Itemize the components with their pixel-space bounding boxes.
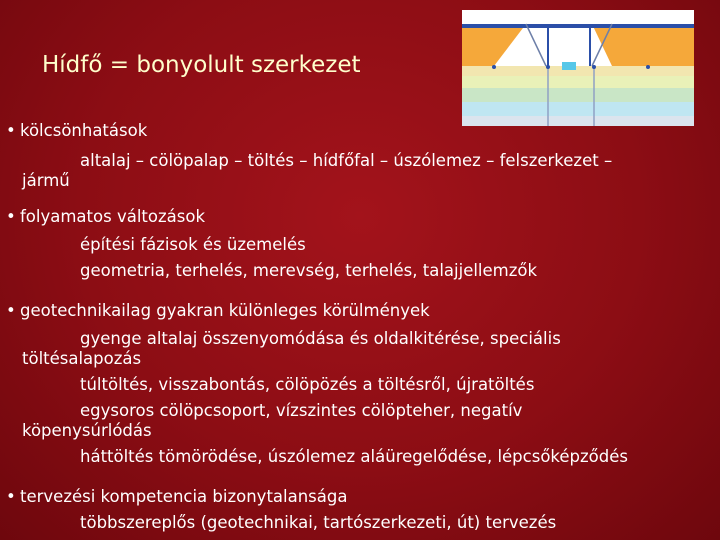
bullet-icon: •: [6, 207, 16, 226]
bullet-detail-line: háttöltés tömörödése, úszólemez aláüregelődése, lépcsőképződés: [80, 447, 628, 466]
marker-point: [492, 65, 496, 69]
bullet-heading: kölcsönhatások: [20, 121, 148, 140]
soil-layer-silt: [462, 76, 694, 88]
bullet-detail-line: túltöltés, visszabontás, cölöpözés a töltésről, újratöltés: [80, 375, 535, 394]
soil-layer-sand: [462, 66, 694, 76]
marker-point: [592, 65, 596, 69]
bullet-icon: •: [6, 487, 16, 506]
marker-point: [646, 65, 650, 69]
bullet-detail-line: egysoros cölöpcsoport, vízszintes cölöpteher, negatív: [80, 401, 523, 420]
bullet-item: [6, 486, 347, 508]
bullet-item: [6, 120, 147, 142]
marker-point: [546, 65, 550, 69]
bullet-heading: geotechnikailag gyakran különleges körülmények: [20, 301, 430, 320]
soil-layer-base: [462, 116, 694, 126]
bridge-abutment-diagram: [462, 10, 694, 126]
bullet-detail-line: köpenysúrlódás: [22, 421, 152, 440]
water-channel: [562, 62, 576, 70]
soil-layer-saturated: [462, 102, 694, 116]
bullet-detail-line: gyenge altalaj összenyomódása és oldalkitérése, speciális: [80, 329, 561, 348]
bullet-detail-line: építési fázisok és üzemelés: [80, 235, 306, 254]
bullet-detail-line: többszereplős (geotechnikai, tartószerkezeti, út) tervezés: [80, 513, 557, 532]
bullet-heading: folyamatos változások: [20, 207, 205, 226]
sky-strip: [462, 10, 694, 24]
soil-layer-clay: [462, 88, 694, 102]
bullet-icon: •: [6, 301, 16, 320]
slide-title: Hídfő = bonyolult szerkezet: [42, 52, 361, 78]
bullet-detail-line: jármű: [22, 171, 70, 190]
bullet-detail-line: geometria, terhelés, merevség, terhelés, talajjellemzők: [80, 261, 538, 280]
bullet-item: [6, 300, 430, 322]
bullet-icon: •: [6, 121, 16, 140]
bullet-detail-line: altalaj – cölöpalap – töltés – hídfőfal – úszólemez – felszerkezet –: [80, 151, 613, 170]
deck-line: [462, 24, 694, 28]
bullet-item: [6, 206, 205, 228]
bullet-heading: tervezési kompetencia bizonytalansága: [20, 487, 348, 506]
bullet-detail-line: töltésalapozás: [22, 349, 142, 368]
